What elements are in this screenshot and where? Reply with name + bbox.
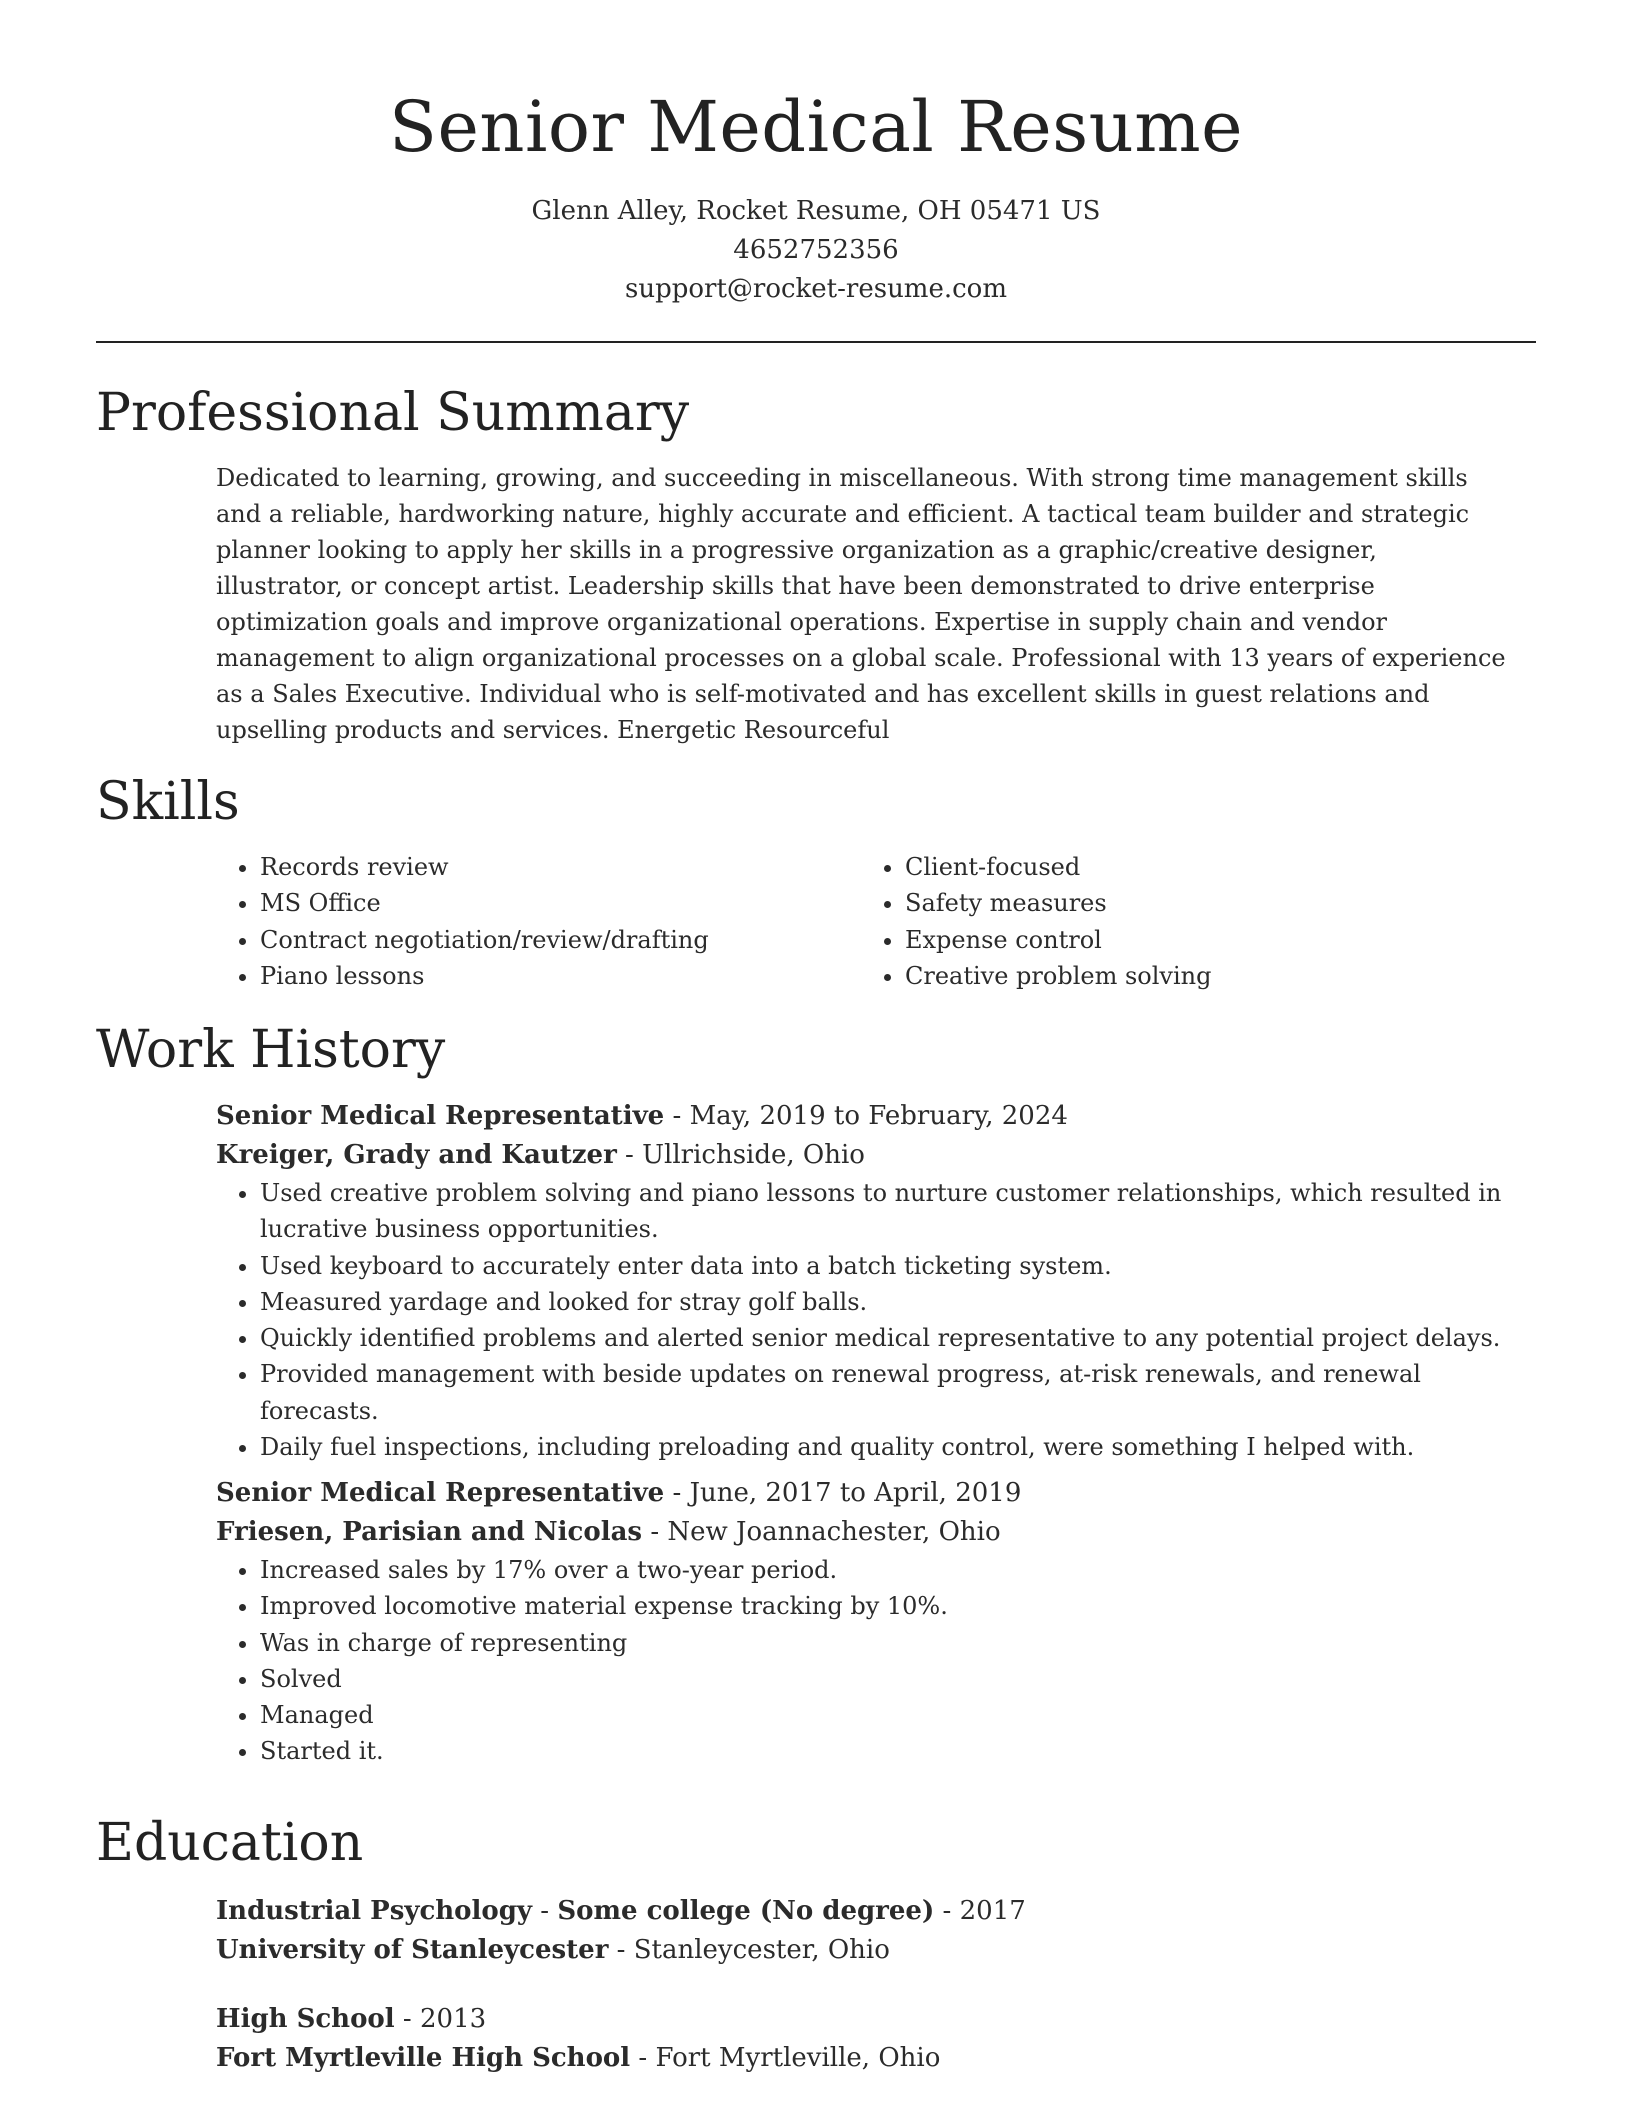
education-entry	[216, 2000, 1506, 2078]
skill-item: • Client-focused	[905, 849, 1506, 885]
education-degree-line: Industrial Psychology - Some college (No degree) - 2017	[216, 1896, 1026, 1926]
job-bullet: • Daily fuel inspections, including preloading and quality control, were something I helped with.	[260, 1429, 1506, 1465]
contact-phone: 4652752356	[733, 235, 899, 265]
job-bullet: • Improved locomotive material expense tracking by 10%.	[260, 1588, 1506, 1624]
skill-item: • Creative problem solving	[905, 958, 1506, 994]
job-bullet: • Provided management with beside updates on renewal progress, at-risk renewals, and renewal forecasts.	[260, 1356, 1506, 1429]
job-entry	[216, 1474, 1506, 1770]
summary-text: Dedicated to learning, growing, and succeeding in miscellaneous. With strong time management skills and a reliable, hardworking nature, highly accurate and efficient. A tactical team builder and strategic planner looking to apply her skills in a progressive organization as a graphic/creative designer, illustrator, or concept artist. Leadership skills that have been demonstrated to drive enterprise optimization goals and improve organizational operations. Expertise in supply chain and vendor management to align organizational processes on a global scale. Professional with 13 years of experience as a Sales Executive. Individual who is self-motivated and has excellent skills in guest relations and upselling products and services. Energetic Resourceful	[216, 464, 1506, 744]
job-bullet: • Managed	[260, 1697, 1506, 1733]
skill-item: • Records review	[260, 849, 861, 885]
header-divider	[96, 341, 1536, 343]
contact-email: support@rocket-resume.com	[624, 274, 1007, 304]
skill-item: • Safety measures	[905, 885, 1506, 921]
education-location: Fort Myrtleville, Ohio	[655, 2043, 941, 2073]
education-field: Industrial Psychology	[216, 1896, 533, 1926]
skill-item: • Expense control	[905, 922, 1506, 958]
education-school: University of Stanleycester	[216, 1935, 609, 1965]
skills-list-left	[216, 849, 861, 994]
skills-heading: Skills	[96, 772, 240, 832]
job-bullet: • Solved	[260, 1661, 1506, 1697]
contact-address: Glenn Alley, Rocket Resume, OH 05471 US	[531, 196, 1101, 226]
job-bullet: • Increased sales by 17% over a two-year period.	[260, 1552, 1506, 1588]
education-year: 2017	[959, 1896, 1026, 1926]
education-school-line: Fort Myrtleville High School - Fort Myrtleville, Ohio	[216, 2043, 941, 2073]
skills-list-right	[861, 849, 1506, 994]
work-heading: Work History	[96, 1020, 446, 1080]
job-bullet-list	[216, 1552, 1506, 1770]
job-title: Senior Medical Representative	[216, 1101, 665, 1131]
job-company-line: Kreiger, Grady and Kautzer - Ullrichside, Ohio	[216, 1140, 865, 1170]
job-location: Ullrichside, Ohio	[642, 1140, 865, 1170]
skill-item: • MS Office	[260, 885, 861, 921]
education-heading: Education	[96, 1813, 364, 1873]
job-company: Friesen, Parisian and Nicolas	[216, 1517, 643, 1547]
education-school-line: University of Stanleycester - Stanleycester, Ohio	[216, 1935, 890, 1965]
resume-header	[96, 82, 1536, 309]
skills-section	[216, 849, 1506, 994]
education-location: Stanleycester, Ohio	[633, 1935, 890, 1965]
skill-item: • Contract negotiation/review/drafting	[260, 922, 861, 958]
job-location: New Joannachester, Ohio	[667, 1517, 1001, 1547]
job-bullet: • Was in charge of representing	[260, 1625, 1506, 1661]
job-company: Kreiger, Grady and Kautzer	[216, 1140, 617, 1170]
education-school: Fort Myrtleville High School	[216, 2043, 631, 2073]
job-dates: May, 2019 to February, 2024	[689, 1101, 1068, 1131]
job-bullet: • Used creative problem solving and piano lessons to nurture customer relationships, which resulted in lucrative business opportunities.	[260, 1175, 1506, 1248]
skill-item: • Piano lessons	[260, 958, 861, 994]
job-company-line: Friesen, Parisian and Nicolas - New Joannachester, Ohio	[216, 1517, 1001, 1547]
job-bullet: • Measured yardage and looked for stray golf balls.	[260, 1284, 1506, 1320]
education-year: 2013	[419, 2004, 487, 2034]
skills-grid	[216, 849, 1506, 994]
summary-section	[216, 460, 1506, 748]
job-bullet: • Started it.	[260, 1733, 1506, 1769]
summary-heading: Professional Summary	[96, 383, 690, 443]
job-dates: June, 2017 to April, 2019	[689, 1478, 1022, 1508]
job-entry	[216, 1097, 1506, 1465]
contact-info	[96, 192, 1536, 309]
resume-name: Senior Medical Resume	[388, 86, 1244, 168]
education-degree-line: High School - 2013	[216, 2004, 487, 2034]
job-bullet-list	[216, 1175, 1506, 1465]
job-title: Senior Medical Representative	[216, 1478, 665, 1508]
job-title-line: Senior Medical Representative - May, 2019 to February, 2024	[216, 1101, 1068, 1131]
education-entry	[216, 1892, 1506, 1970]
education-degree: Some college (No degree)	[557, 1896, 935, 1926]
job-bullet: • Used keyboard to accurately enter data into a batch ticketing system.	[260, 1248, 1506, 1284]
education-field: High School	[216, 2004, 395, 2034]
job-bullet: • Quickly identified problems and alerted senior medical representative to any potential project delays.	[260, 1320, 1506, 1356]
job-title-line: Senior Medical Representative - June, 2017 to April, 2019	[216, 1478, 1022, 1508]
